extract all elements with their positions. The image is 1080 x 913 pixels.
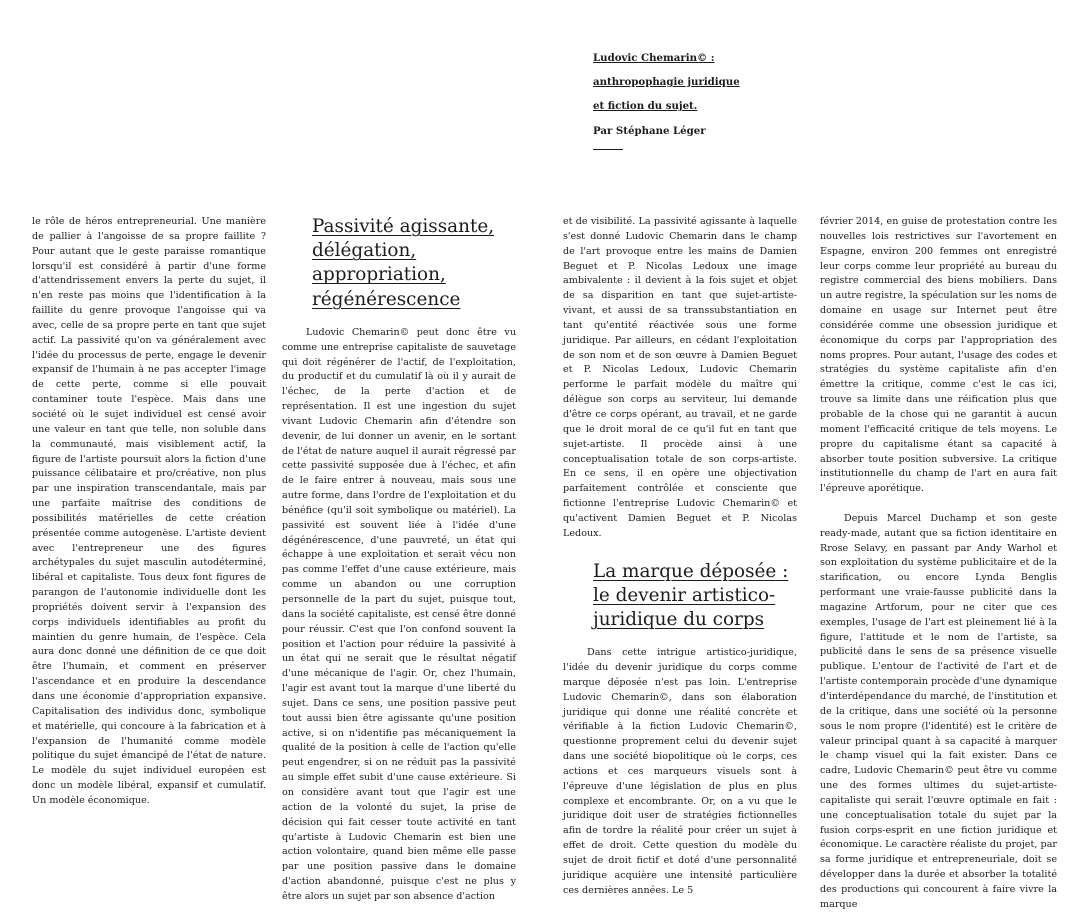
paragraph: Dans cette intrigue artistico-juridique, l'idée du devenir juridique du corps comme marque déposée n'est pas loin. L'entreprise Ludovic Chemarin©, dans son élaboration juridique qui donne une réalité concrète et vérifiable à la fiction Ludovic Chemarin©, questionne proprement celui du devenir sujet dans une société biopolitique où le corps, ces actions et ces marqueurs visuels sont à l'épreuve d'une législation de plus en plus complexe et encombrante. Or, on a vu que le juridique doit user de stratégies fictionnelles afin de tordre la réalité pour créer un sujet à effet de droit. Cette question du modèle du sujet de droit fictif et doté d'une personnalité juridique acquière une intensité particulière ces dernières années. Le 5 <box>563 647 797 896</box>
text-column-4 <box>820 215 1057 910</box>
article-author: Par Stéphane Léger <box>593 124 706 137</box>
text-column-3 <box>563 215 797 896</box>
section-heading-text: La marque déposée : le devenir artistico-juridique du corps <box>593 560 789 630</box>
paragraph: le rôle de héros entrepreneurial. Une manière de pallier à l'angoisse de sa propre faillite ? Pour autant que le geste paraisse romantique lorsqu'il est considéré à partir d'une forme d'attendrissement envers la perte du sujet, il n'en reste pas moins que l'identification à la faillite du genre provoque l'angoisse qui va avec, celle de sa propre perte en tant que sujet actif. La passivité qu'on va généralement avec l'idée du processus de perte, engage le devenir expansif de l'humain à ne pas accepter l'image de cette perte, comme si elle pouvait contaminer toute l'espèce. Mais dans une société où le sujet individuel est censé avoir une valeur en tant que telle, non soluble dans la communauté, mais visiblement actif, la figure de l'artiste poursuit alors la fiction d'une puissance célibataire et pro/créative, non plus par une inspiration transcendantale, mais par une parfaite maîtrise des conditions de possibilités matérielles de cette création présentée comme autogenèse. L'artiste devient avec l'entrepreneur une des figures archétypales du sujet masculin autodéterminé, libéral et capitaliste. Tous deux font figures de parangon de l'autonomie individuelle dont les propriétés doivent servir à l'expansion des corps individuels identifiables au profit du maintien du genre humain, de l'espèce. Cela aura donc donné une définition de ce que doit être l'humain, et comment en préserver l'ascendance et en produire la descendance dans une économie d'appropriation expansive. Capitalisation des individus donc, symbolique et matérielle, qui concoure à la fabrication et à l'expansion de l'humanité comme modèle politique du sujet émancipé de l'état de nature. Le modèle du sujet individuel européen est donc un modèle libéral, expansif et cumulatif. Un modèle économique. <box>32 216 266 806</box>
paragraph: février 2014, en guise de protestation contre les nouvelles lois restrictives sur l'avortement en Espagne, environ 200 femmes ont enregistré leur corps comme leur propriété au bureau du registre commercial des biens mobiliers. Dans un autre registre, la spéculation sur les noms de domaine en usage sur Internet peut être considérée comme une obsession juridique et économique du corps par l'appropriation des noms propres. Pour autant, l'usage des codes et stratégies du système capitaliste afin d'en émettre la critique, comme c'est le cas ici, trouve sa limite dans une réification plus que probable de la chose qui ne garantit à aucun moment l'efficacité critique de tels moyens. Le propre du capitalisme étant sa capacité à absorber toute position subversive. La critique institutionnelle du champ de l'art en aura fait l'épreuve aporétique. <box>820 216 1057 495</box>
paragraph: Ludovic Chemarin© peut donc être vu comme une entreprise capitaliste de sauvetage qui doit régénérer de l'actif, de l'exploitation, du productif et du cumulatif là où il y aurait de l'échec, de la perte d'action et de représentation. Il est une ingestion du sujet vivant Ludovic Chemarin afin d'étendre son devenir, de lui donner un avenir, en le sortant de l'état de nature auquel il aurait régressé par cette passivité supposée due à l'échec, et afin de le faire entrer à nouveau, mais sous une autre forme, dans l'ordre de l'exploitation et du bénéfice (qu'il soit symbolique ou matériel). La passivité est souvent liée à l'idée d'une dégénérescence, d'une pauvreté, un état qui échappe à une exploitation et serait vécu non pas comme l'effet d'une cause extérieure, mais comme un abandon ou une corruption personnelle de la part du sujet, puisque tout, dans la société capitaliste, est censé être donné pour réussir. C'est que l'on confond souvent la position et l'action pour réduire la passivité à un état qui ne serait que le résultat négatif d'une mécanique de l'agir. Or, chez l'humain, l'agir est avant tout la marque d'une liberté du sujet. Dans ce sens, une position passive peut tout aussi bien être agissante qu'une position active, si on n'identifie pas mécaniquement la qualité de la position à celle de l'action qu'elle peut engendrer, si on ne réduit pas la passivité au simple effet subit d'une cause extérieure. Si on considère avant tout que l'agir est une action de la volonté du sujet, la prise de décision qui fait cesser toute activité en tant qu'artiste à Ludovic Chemarin est bien une action volontaire, quand bien même elle passe par une position passive dans le domaine d'action abandonné, puisque c'est ne plus y être alors un sujet par son absence d'action <box>282 326 516 902</box>
text-column-2 <box>282 215 516 902</box>
section-heading-text: Passivité agissante, délégation, appropriation, régénérescence <box>312 216 495 310</box>
paragraph: Depuis Marcel Duchamp et son geste ready-made, autant que sa fiction identitaire en Rrose Selavy, en passant par Andy Warhol et son exploitation du système publicitaire et de la starification, ou encore Lynda Benglis performant une vraie-fausse publicité dans la magazine Artforum, pour ne citer que ces exemples, l'usage de l'art est pleinement lié à la figure, l'attitude et le nom de l'artiste, sa publicité dans le sens de sa présence visuelle publique. L'entour de l'activité de l'art et de l'artiste contemporain procède d'une dynamique d'interdépendance du marché, de l'institution et de la critique, dans une société où la personne sous le nom propre (l'identité) est le critère de valeur principal quant à sa capacité à marquer le champ visuel qui la fait exister. Dans ce cadre, Ludovic Chemarin© peut être vu comme une des formes ultimes du sujet-artiste-capitaliste qui serait l'œuvre optimale en fait : une conceptualisation totale du sujet par la fusion corps-esprit en une fiction juridique et économique. Le caractère réaliste du projet, par sa forme juridique et entrepreneuriale, doit se développer dans la durée et absorber la totalité des productions qui concourent à faire vivre la marque <box>820 512 1057 910</box>
text-column-1 <box>32 215 266 806</box>
header-rule <box>593 149 623 150</box>
section-heading <box>312 215 516 312</box>
article-title-line-2: anthropophagie juridique <box>593 76 740 89</box>
section-heading <box>593 560 797 633</box>
article-header <box>593 46 753 150</box>
article-title-line-1: Ludovic Chemarin© : <box>593 52 715 64</box>
article-title-line-3: et fiction du sujet. <box>593 100 698 113</box>
paragraph: et de visibilité. La passivité agissante à laquelle s'est donné Ludovic Chemarin dans le champ de l'art provoque entre les mains de Damien Beguet et P. Nicolas Ledoux une image ambivalente : il devient à la fois sujet et objet de sa disparition en tant que sujet-artiste-vivant, et aussi de sa transsubstantiation en tant qu'entité réactivée sous une forme juridique. Par ailleurs, en cédant l'exploitation de son nom et de son œuvre à Damien Beguet et P. Nicolas Ledoux, Ludovic Chemarin performe le parfait modèle du maître qui délègue son corps au serviteur, lui demande d'être ce corps opérant, au travail, et ne garde que le droit moral de ce qu'il fut en tant que sujet-artiste. Il procède ainsi à une conceptualisation totale de son corps-artiste. En ce sens, il en opère une objectivation parfaitement contrôlée et consciente que fictionne l'entreprise Ludovic Chemarin© et qu'activent Damien Beguet et P. Nicolas Ledoux. <box>563 216 797 539</box>
